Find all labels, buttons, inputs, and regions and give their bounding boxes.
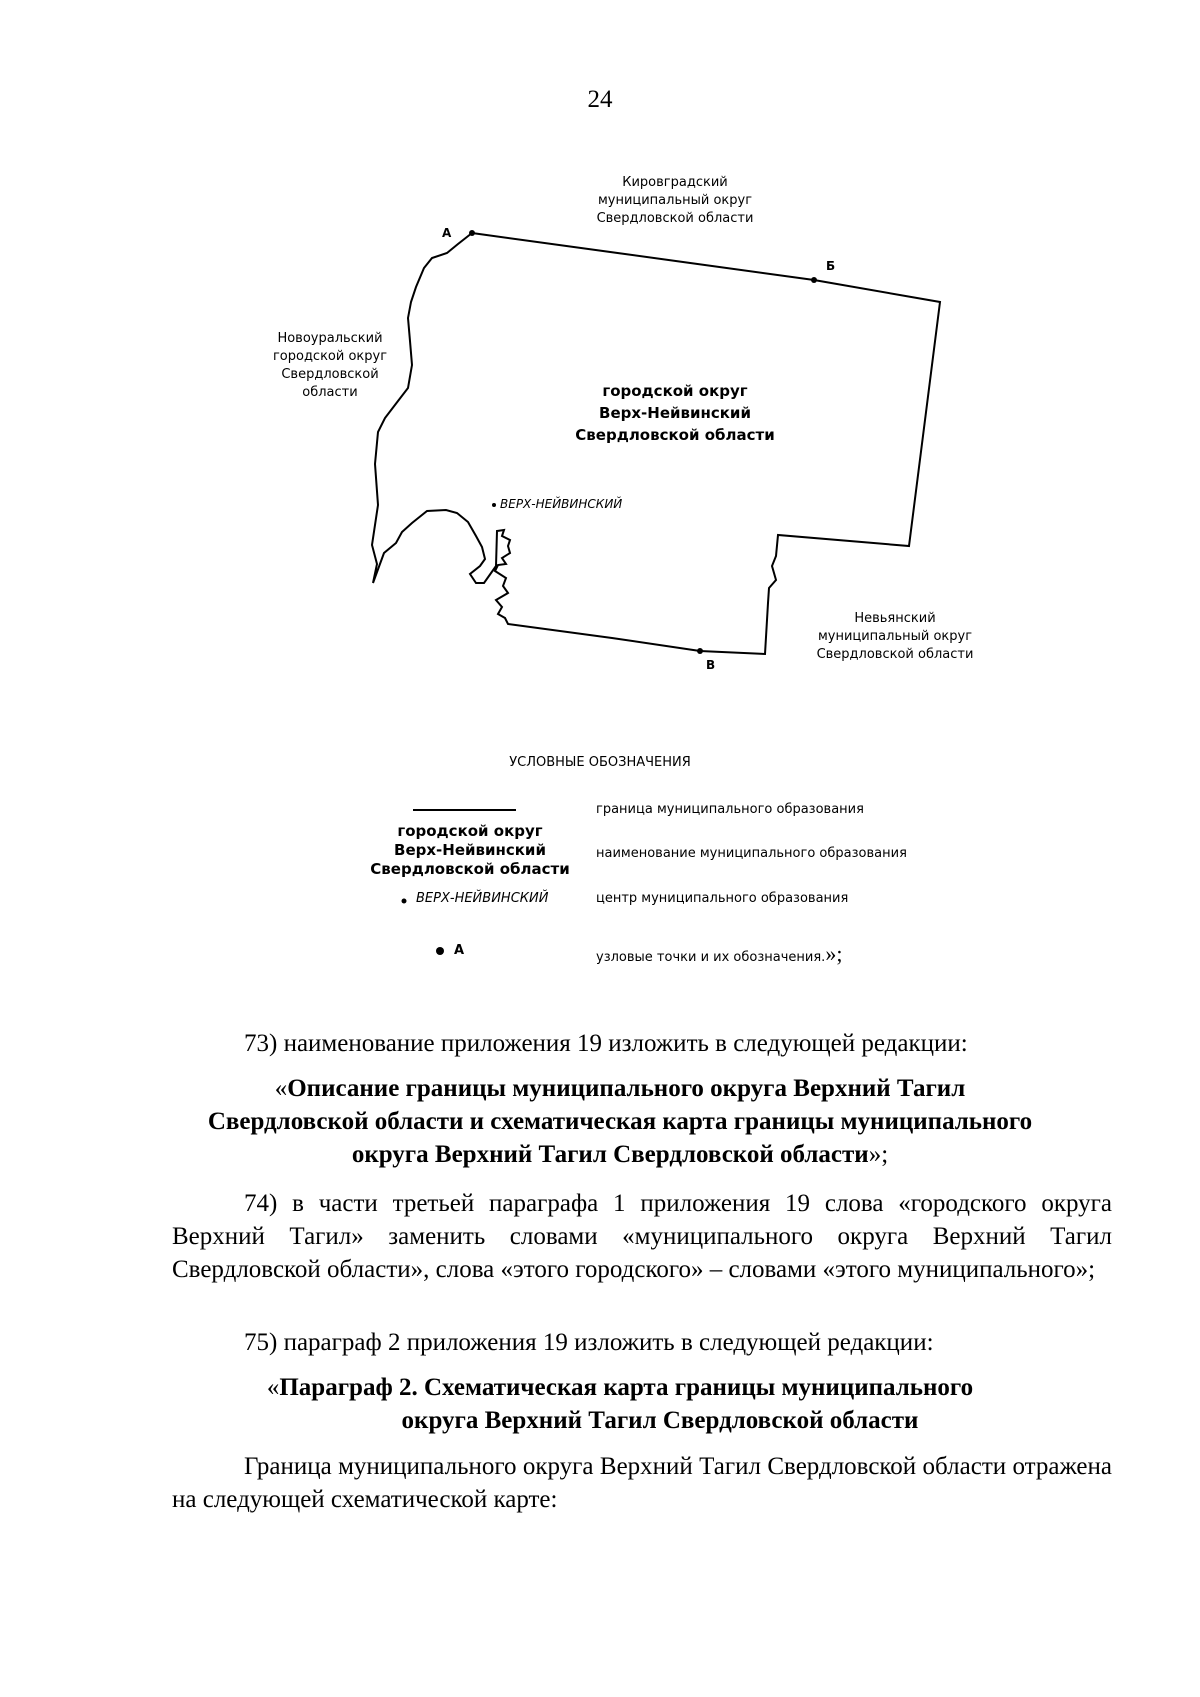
- neighbor-southeast: Невьянский муниципальный округ Свердловской области: [816, 611, 974, 662]
- paragraph-74: 74) в части третьей параграфа 1 приложения 19 слова «городского округа Верхний Тагил» заменить словами «муниципального округа Верхний Тагил Свердловской области», слова «этого городского» – словами «этого муниципального»;: [172, 1190, 1112, 1283]
- legend-boundary-desc: граница муниципального образования: [596, 802, 864, 817]
- point-label-b: Б: [826, 259, 836, 273]
- node-point-a: [469, 230, 475, 236]
- neighbor-west: Новоуральский городской округ Свердловской области: [272, 331, 388, 400]
- legend-name-desc: наименование муниципального образования: [596, 846, 907, 861]
- legend-point-desc: узловые точки и их обозначения.»;: [596, 941, 843, 966]
- legend-center-sample: ВЕРХ-НЕЙВИНСКИЙ: [416, 891, 549, 906]
- neighbor-north: Кировградский муниципальный округ Свердловской области: [596, 175, 754, 226]
- point-label-v: В: [706, 658, 716, 672]
- paragraph-75: 75) параграф 2 приложения 19 изложить в следующей редакции:: [244, 1329, 934, 1356]
- point-label-a: А: [442, 226, 452, 240]
- node-point-v: [697, 648, 703, 654]
- territory-name: городской округ Верх-Нейвинский Свердловской области: [575, 382, 775, 444]
- heading-73: «Описание границы муниципального округа Верхний Тагил Свердловской области и схематическая карта границы муниципального округа Верхний Тагил Свердловской области»;: [207, 1075, 1033, 1168]
- page-number: 24: [587, 86, 613, 113]
- legend-point-dot: [436, 947, 444, 955]
- center-dot: [492, 503, 496, 507]
- node-point-b: [811, 277, 817, 283]
- legend-center-dot: [402, 899, 407, 904]
- legend-point-sample: А: [454, 943, 465, 958]
- closing-quote: »;: [825, 941, 843, 966]
- center-name: ВЕРХ-НЕЙВИНСКИЙ: [500, 497, 623, 511]
- heading-75: «Параграф 2. Схематическая карта границы муниципального округа Верхний Тагил Свердловской области: [266, 1374, 974, 1434]
- legend-title: УСЛОВНЫЕ ОБОЗНАЧЕНИЯ: [509, 755, 691, 770]
- paragraph-73: 73) наименование приложения 19 изложить в следующей редакции:: [244, 1030, 968, 1057]
- legend-name-sample: городской округ Верх-Нейвинский Свердловской области: [370, 822, 570, 878]
- legend-center-desc: центр муниципального образования: [596, 891, 849, 906]
- paragraph-last: Граница муниципального округа Верхний Тагил Свердловской области отражена на следующей схематической карте:: [172, 1453, 1112, 1513]
